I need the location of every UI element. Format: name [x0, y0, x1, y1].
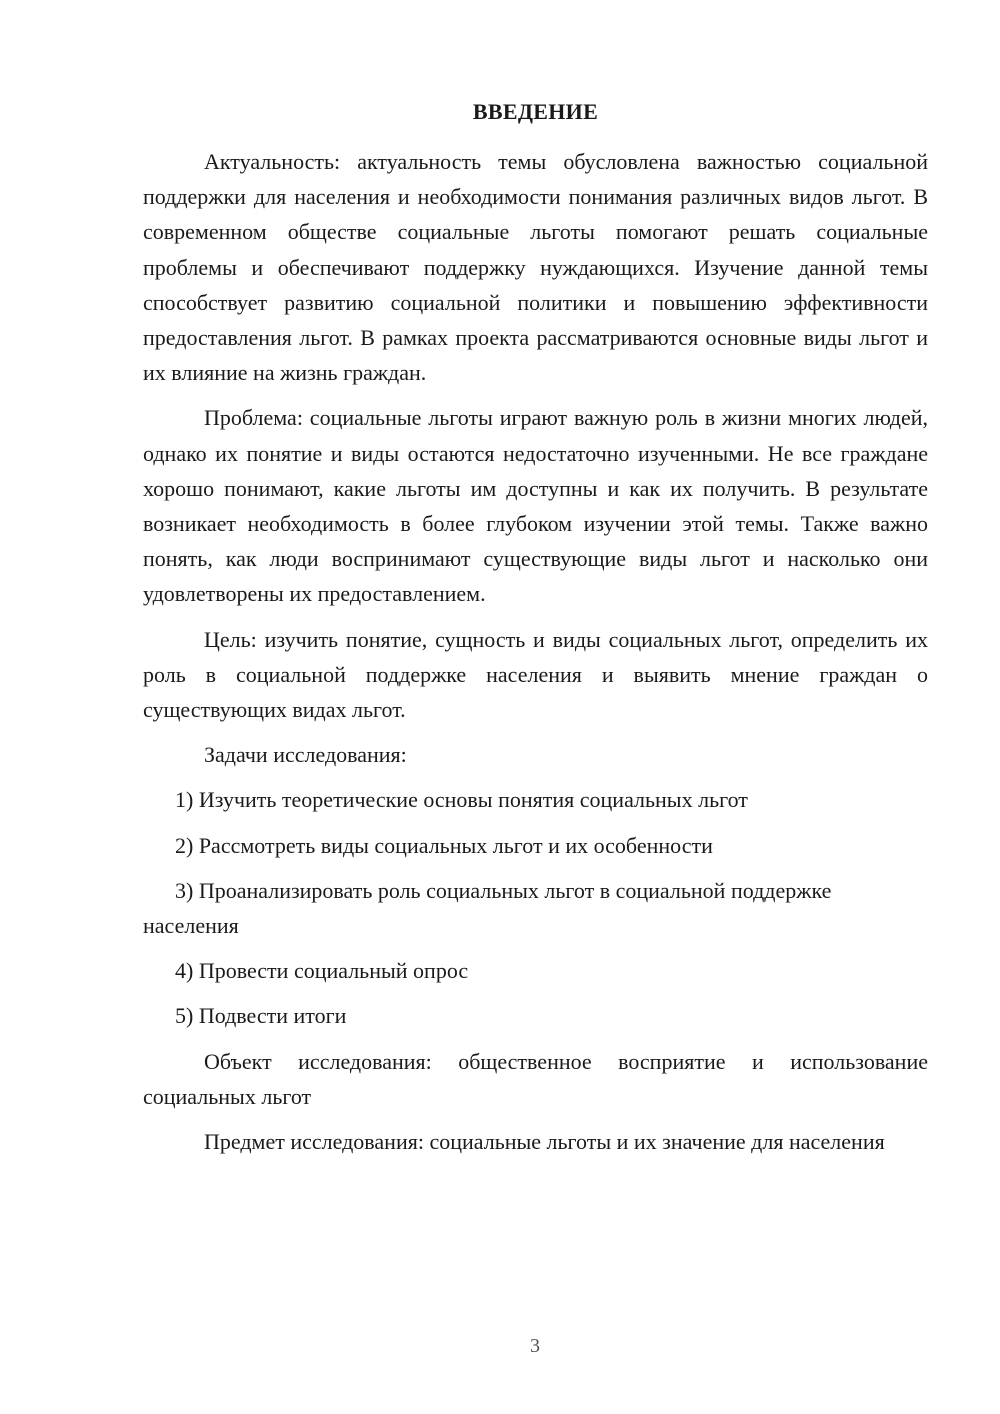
- tasks-list: [143, 782, 928, 1033]
- object-paragraph: Объект исследования: общественное восприятие и использование социальных льгот: [143, 1048, 928, 1109]
- task-item: 4) Провести социальный опрос: [175, 958, 469, 984]
- page-number: 3: [530, 1335, 540, 1357]
- problem-paragraph: Проблема: социальные льготы играют важную роль в жизни многих людей, однако их понятие и виды остаются недостаточно изученными. Не все граждане хорошо понимают, какие льготы им доступны и как их получить. В результате возникает необходимость в более глубоком изучении этой темы. Также важно понять, как люди воспринимают существующие виды льгот и насколько они удовлетворены их предоставлением.: [143, 405, 928, 607]
- goal-paragraph: Цель: изучить понятие, сущность и виды социальных льгот, определить их роль в социальной поддержке населения и выявить мнение граждан о существующих видах льгот.: [143, 626, 928, 723]
- document-page: [143, 94, 928, 1169]
- task-item: 5) Подвести итоги: [175, 1003, 347, 1029]
- relevance-paragraph: Актуальность: актуальность темы обусловлена важностью социальной поддержки для населения и необходимости понимания различных видов льгот. В современном обществе социальные льготы помогают решать социальные проблемы и обеспечивают поддержку нуждающихся. Изучение данной темы способствует развитию социальной политики и повышению эффективности предоставления льгот. В рамках проекта рассматриваются основные виды льгот и их влияние на жизнь граждан.: [143, 149, 928, 386]
- page-title: ВВЕДЕНИЕ: [472, 99, 599, 124]
- task-item: 3) Проанализировать роль социальных льгот в социальной поддержке населения: [143, 877, 832, 939]
- tasks-heading: Задачи исследования:: [204, 742, 407, 768]
- subject-paragraph: Предмет исследования: социальные льготы и их значение для населения: [204, 1129, 885, 1155]
- task-item: 2) Рассмотреть виды социальных льгот и их особенности: [175, 832, 713, 858]
- task-item: 1) Изучить теоретические основы понятия социальных льгот: [175, 787, 748, 813]
